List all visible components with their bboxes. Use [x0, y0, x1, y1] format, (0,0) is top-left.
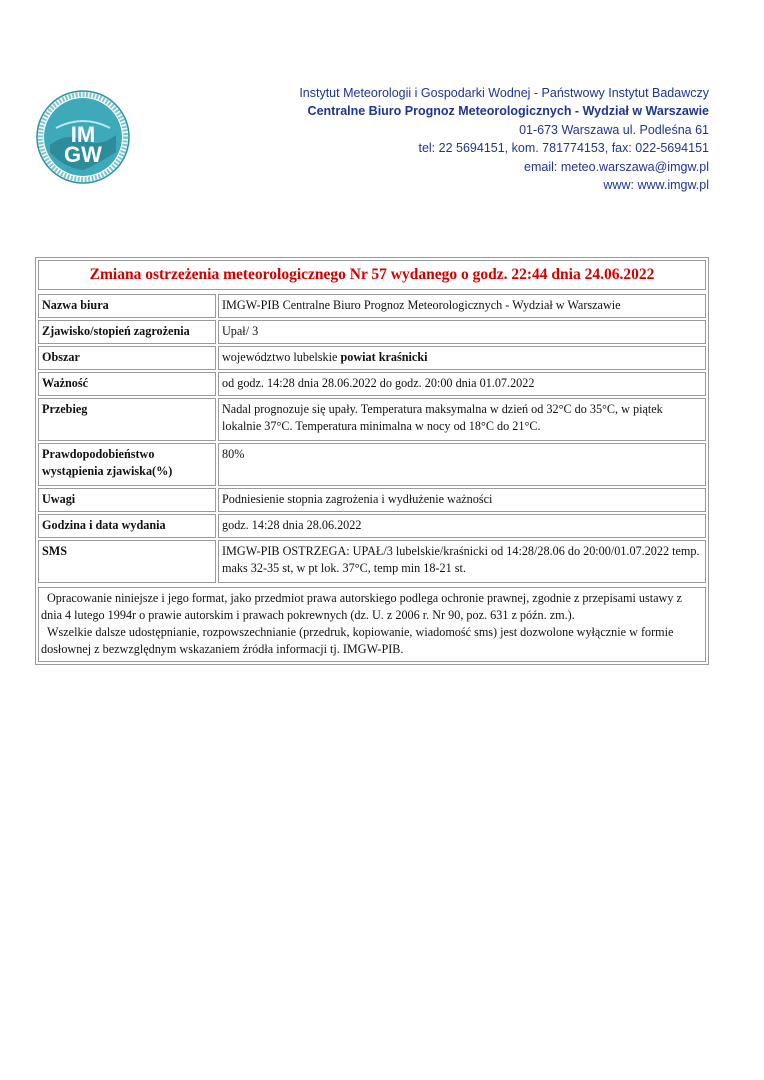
row-label: Uwagi	[38, 488, 216, 512]
table-row	[38, 443, 706, 486]
svg-text:IM: IM	[70, 122, 96, 147]
table-row	[38, 320, 706, 344]
institute-header	[299, 84, 709, 194]
warning-table	[36, 292, 708, 585]
row-label: Ważność	[38, 372, 216, 396]
imgw-logo	[36, 90, 130, 184]
table-row	[38, 294, 706, 318]
address: 01-673 Warszawa ul. Podleśna 61	[519, 122, 709, 137]
table-row	[38, 346, 706, 370]
svg-text:GW: GW	[64, 142, 102, 167]
area-voivodeship: województwo lubelskie	[222, 350, 338, 364]
distribution-text: Wszelkie dalsze udostępnianie, rozpowszechnianie (przedruk, kopiowanie, wiadomość sms) jest dozwolone wyłącznie w formie dosłownej z bezwzględnym wskazaniem źródła informacji tj. IMGW-PIB.	[41, 625, 674, 656]
table-row	[38, 540, 706, 583]
copyright-notice	[38, 587, 706, 662]
table-row	[38, 514, 706, 538]
table-row	[38, 398, 706, 441]
email: email: meteo.warszawa@imgw.pl	[524, 159, 709, 174]
row-label: Przebieg	[38, 398, 216, 441]
warning-title: Zmiana ostrzeżenia meteorologicznego Nr 57 wydanego o godz. 22:44 dnia 24.06.2022	[89, 266, 655, 283]
row-value: Podniesienie stopnia zagrożenia i wydłużenie ważności	[218, 488, 706, 512]
phone: tel: 22 5694151, kom. 781774153, fax: 022-5694151	[418, 141, 709, 156]
website: www: www.imgw.pl	[603, 178, 709, 193]
row-label: Prawdopodobieństwo wystąpienia zjawiska(%)	[38, 443, 216, 486]
institute-name: Instytut Meteorologii i Gospodarki Wodnej - Państwowy Instytut Badawczy	[299, 86, 709, 100]
copyright-text: Opracowanie niniejsze i jego format, jako przedmiot prawa autorskiego podlega ochronie prawnej, zgodnie z przepisami ustawy z dnia 4 lutego 1994r o prawie autorskim i prawach pokrewnych (dz. U. z 2006 r. Nr 90, poz. 631 z późn. zm.).	[41, 591, 682, 622]
area-county: powiat kraśnicki	[340, 350, 428, 364]
warning-box	[35, 257, 709, 665]
row-value: Nadal prognozuje się upały. Temperatura maksymalna w dzień od 32°C do 35°C, w piątek lokalnie 37°C. Temperatura minimalna w nocy od 18°C do 21°C.	[218, 398, 706, 441]
row-label: Obszar	[38, 346, 216, 370]
row-label: Godzina i data wydania	[38, 514, 216, 538]
row-value: godz. 14:28 dnia 28.06.2022	[218, 514, 706, 538]
table-row	[38, 488, 706, 512]
row-label: Nazwa biura	[38, 294, 216, 318]
row-label: Zjawisko/stopień zagrożenia	[38, 320, 216, 344]
row-value	[218, 346, 706, 370]
row-value: od godz. 14:28 dnia 28.06.2022 do godz. 20:00 dnia 01.07.2022	[218, 372, 706, 396]
row-label: SMS	[38, 540, 216, 583]
table-row	[38, 372, 706, 396]
row-value: IMGW-PIB Centralne Biuro Prognoz Meteorologicznych - Wydział w Warszawie	[218, 294, 706, 318]
row-value: IMGW-PIB OSTRZEGA: UPAŁ/3 lubelskie/kraśnicki od 14:28/28.06 do 20:00/01.07.2022 temp. maks 32-35 st, w pt lok. 37°C, temp min 18-21 st.	[218, 540, 706, 583]
office-name: Centralne Biuro Prognoz Meteorologicznych - Wydział w Warszawie	[307, 104, 709, 119]
row-value: 80%	[218, 443, 706, 486]
row-value: Upał/ 3	[218, 320, 706, 344]
warning-title-cell	[38, 260, 706, 290]
